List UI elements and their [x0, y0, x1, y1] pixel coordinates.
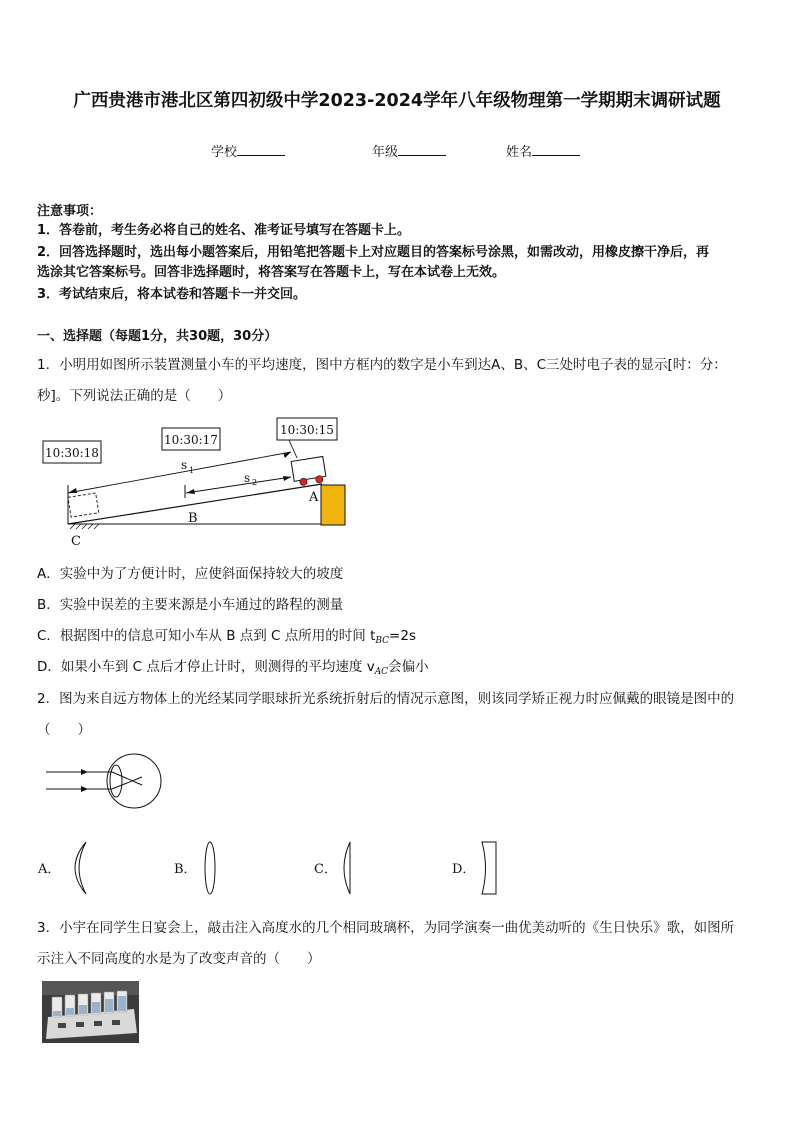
- q1-option-a: A．实验中为了方便计时，应使斜面保持较大的坡度: [37, 566, 344, 582]
- q1-option-b: B．实验中误差的主要来源是小车通过的路程的测量: [37, 597, 344, 613]
- q3-stem-line-2: 示注入不同高度的水是为了改变声音的（ ）: [37, 951, 321, 967]
- school-field: [211, 141, 285, 160]
- section-heading: 一、选择题（每题1分，共30题，30分）: [37, 329, 278, 344]
- point-b-label: B: [188, 511, 198, 526]
- q2-option-b-lens: [200, 840, 220, 896]
- notes-item-2-line-2: 选涂其它答案标号。回答非选择题时，将答案写在答题卡上，写在本试卷上无效。: [37, 265, 506, 280]
- q2-stem-line-2: （ ）: [37, 722, 91, 738]
- s1-label: s: [181, 458, 188, 472]
- grade-field: [372, 141, 446, 160]
- name-label: 姓名: [506, 145, 533, 160]
- q1-option-c: [37, 624, 416, 646]
- s1-arrow-head-right: [283, 452, 291, 458]
- notes-item-3: 3．考试结束后，将本试卷和答题卡一并交回。: [37, 287, 307, 302]
- notes-item-2-line-1: 2．回答选择题时，选出每小题答案后，用铅笔把答题卡上对应题目的答案标号涂黑，如需改动，用橡皮擦干净后，再: [37, 245, 710, 260]
- page-title: 广西贵港市港北区第四初级中学2023-2024学年八年级物理第一学期期末调研试题: [73, 91, 721, 111]
- s2-arrow-head-left: [186, 489, 195, 494]
- s2-arrow-line: [186, 477, 291, 493]
- q2-option-a-label: A．: [38, 862, 61, 877]
- cart-at-c-dashed: [68, 493, 99, 517]
- plano-concave-lens-icon: [482, 842, 496, 894]
- name-field: [506, 141, 580, 160]
- s1-subscript: 1: [189, 466, 195, 475]
- q2-option-d-lens: [478, 840, 502, 896]
- eye-lens: [110, 765, 122, 797]
- ray-top-arrow: [81, 769, 88, 775]
- q1-option-d-text: D．如果小车到 C 点后才停止计时，则测得的平均速度 v: [37, 659, 375, 675]
- q1-incline-figure: [38, 415, 358, 550]
- notes-heading: 注意事项：: [37, 204, 103, 219]
- ray-bottom-arrow: [81, 786, 88, 792]
- q3-glasses-photo: [42, 981, 139, 1043]
- school-blank: [237, 143, 285, 156]
- s2-label: s: [244, 471, 251, 485]
- q1-option-d-subscript: AC: [374, 667, 389, 677]
- name-blank: [532, 143, 580, 156]
- a-pointer: [289, 440, 297, 458]
- q1-option-c-suffix: =2s: [389, 628, 416, 644]
- time-b: 10:30:17: [164, 433, 218, 447]
- concave-meniscus-lens-icon: [75, 842, 86, 894]
- q1-stem-line-2: 秒]。下列说法正确的是（ ）: [37, 388, 232, 404]
- q2-option-b-label: B．: [174, 862, 197, 877]
- q2-stem-line-1: 2．图为来自远方物体上的光经某同学眼球折光系统折射后的情况示意图，则该同学矫正视力时应佩戴的眼镜是图中的: [37, 691, 735, 707]
- time-c: 10:30:18: [45, 446, 99, 460]
- point-c-label: C: [71, 534, 81, 549]
- grade-blank: [398, 143, 446, 156]
- grade-label: 年级: [372, 145, 399, 160]
- s1-arrow-head-left: [68, 488, 77, 493]
- q2-eye-diagram: [42, 750, 167, 815]
- notes-item-1: 1．答卷前，考生务必将自己的姓名、准考证号填写在答题卡上。: [37, 223, 411, 238]
- time-a: 10:30:15: [280, 423, 334, 437]
- ground-hatch: [70, 524, 99, 529]
- support-block: [321, 485, 345, 525]
- point-a-label: A: [309, 490, 319, 505]
- convex-lens-icon: [205, 842, 215, 894]
- q1-stem-line-1: 1．小明用如图所示装置测量小车的平均速度，图中方框内的数字是小车到达A、B、C三处时电子表的显示[时：分：: [37, 357, 727, 373]
- school-label: 学校: [211, 145, 238, 160]
- q1-option-d: [37, 655, 429, 677]
- q1-option-d-suffix: 会偏小: [388, 659, 429, 675]
- q3-stem-line-1: 3．小宇在同学生日宴会上，敲击注入高度水的几个相同玻璃杯，为同学演奏一曲优美动听的《生日快乐》歌，如图所: [37, 920, 735, 936]
- q1-option-c-text: C．根据图中的信息可知小车从 B 点到 C 点所用的时间 t: [37, 628, 376, 644]
- s2-subscript: 2: [252, 478, 258, 487]
- q2-option-a-lens: [62, 840, 92, 896]
- q2-option-c-lens: [336, 840, 356, 896]
- q2-option-c-label: C．: [314, 862, 337, 877]
- cart-at-a: [291, 457, 327, 487]
- plano-convex-lens-icon: [344, 842, 350, 894]
- q2-option-d-label: D．: [452, 862, 476, 877]
- q1-option-c-subscript: BC: [375, 636, 390, 646]
